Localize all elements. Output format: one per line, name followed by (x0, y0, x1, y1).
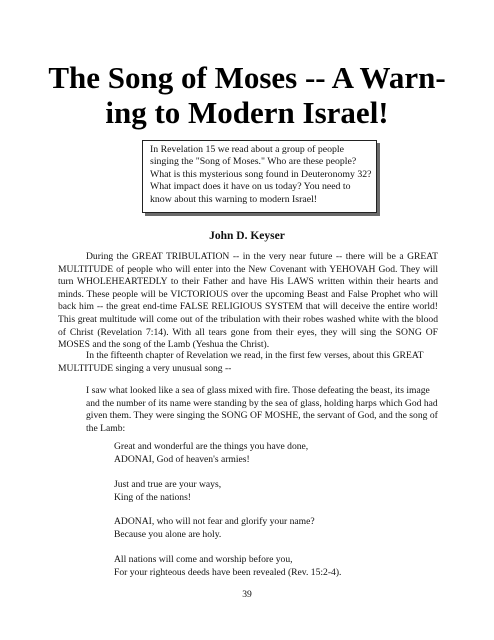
title-line-2: ing to Modern Israel! (105, 95, 389, 130)
verse-line: Just and true are your ways, (114, 479, 222, 490)
summary-callout-box (142, 140, 377, 213)
verse-line: King of the nations! (114, 491, 192, 503)
page-title (30, 60, 464, 130)
page-number: 39 (242, 589, 252, 600)
title-line-1: The Song of Moses -- A Warn- (48, 60, 446, 95)
verse-stanza-4 (114, 554, 434, 579)
author-byline: John D. Keyser (209, 230, 285, 242)
verse-line: ADONAI, God of heaven's armies! (114, 453, 250, 465)
verse-line: Because you alone are holy. (114, 528, 222, 540)
callout-text: In Revelation 15 we read about a group of people singing the "Song of Moses." Who are these people? What is this mysterious song found in Deuteronomy 32? What impact does it have on us today? You need to know about this warning to modern Israel! (150, 144, 372, 205)
verse-stanza-1 (114, 441, 434, 466)
verse-stanza-2 (114, 479, 434, 504)
verse-line: For your righteous deeds have been revealed (Rev. 15:2-4). (114, 566, 342, 578)
verse-line: All nations will come and worship before you, (114, 554, 293, 565)
body-paragraph-1: During the GREAT TRIBULATION -- in the very near future -- there will be a GREAT MULTITUDE of people who will enter into the New Covenant with YEHOVAH God. They will turn WHOLEHEARTEDLY to their Father and have His LAWS written within their hearts and minds. These people will be VICTORIOUS over the upcoming Beast and False Prophet who will back him -- the great end-time FALSE RELIGIOUS SYSTEM that will deceive the entire world! This great multitude will come out of the tribulation with their robes washed white with the blood of Christ (Revelation 7:14). With all tears gone from their eyes, they will sing the SONG OF MOSES and the song of the Lamb (Yeshua the Christ). (58, 251, 438, 351)
verse-line: Great and wonderful are the things you have done, (114, 441, 309, 452)
verse-line: ADONAI, who will not fear and glorify your name? (114, 516, 315, 527)
verse-stanza-3 (114, 516, 434, 541)
body-paragraph-2: In the fifteenth chapter of Revelation we read, in the first few verses, about this GREAT MULTITUDE singing a very unusual song -- (58, 350, 424, 374)
block-quote: I saw what looked like a sea of glass mixed with fire. Those defeating the beast, its image and the number of its name were standing by the sea of glass, holding harps which God had given them. They were singing the SONG OF MOSHE, the servant of God, and the song of the Lamb: (86, 385, 438, 434)
